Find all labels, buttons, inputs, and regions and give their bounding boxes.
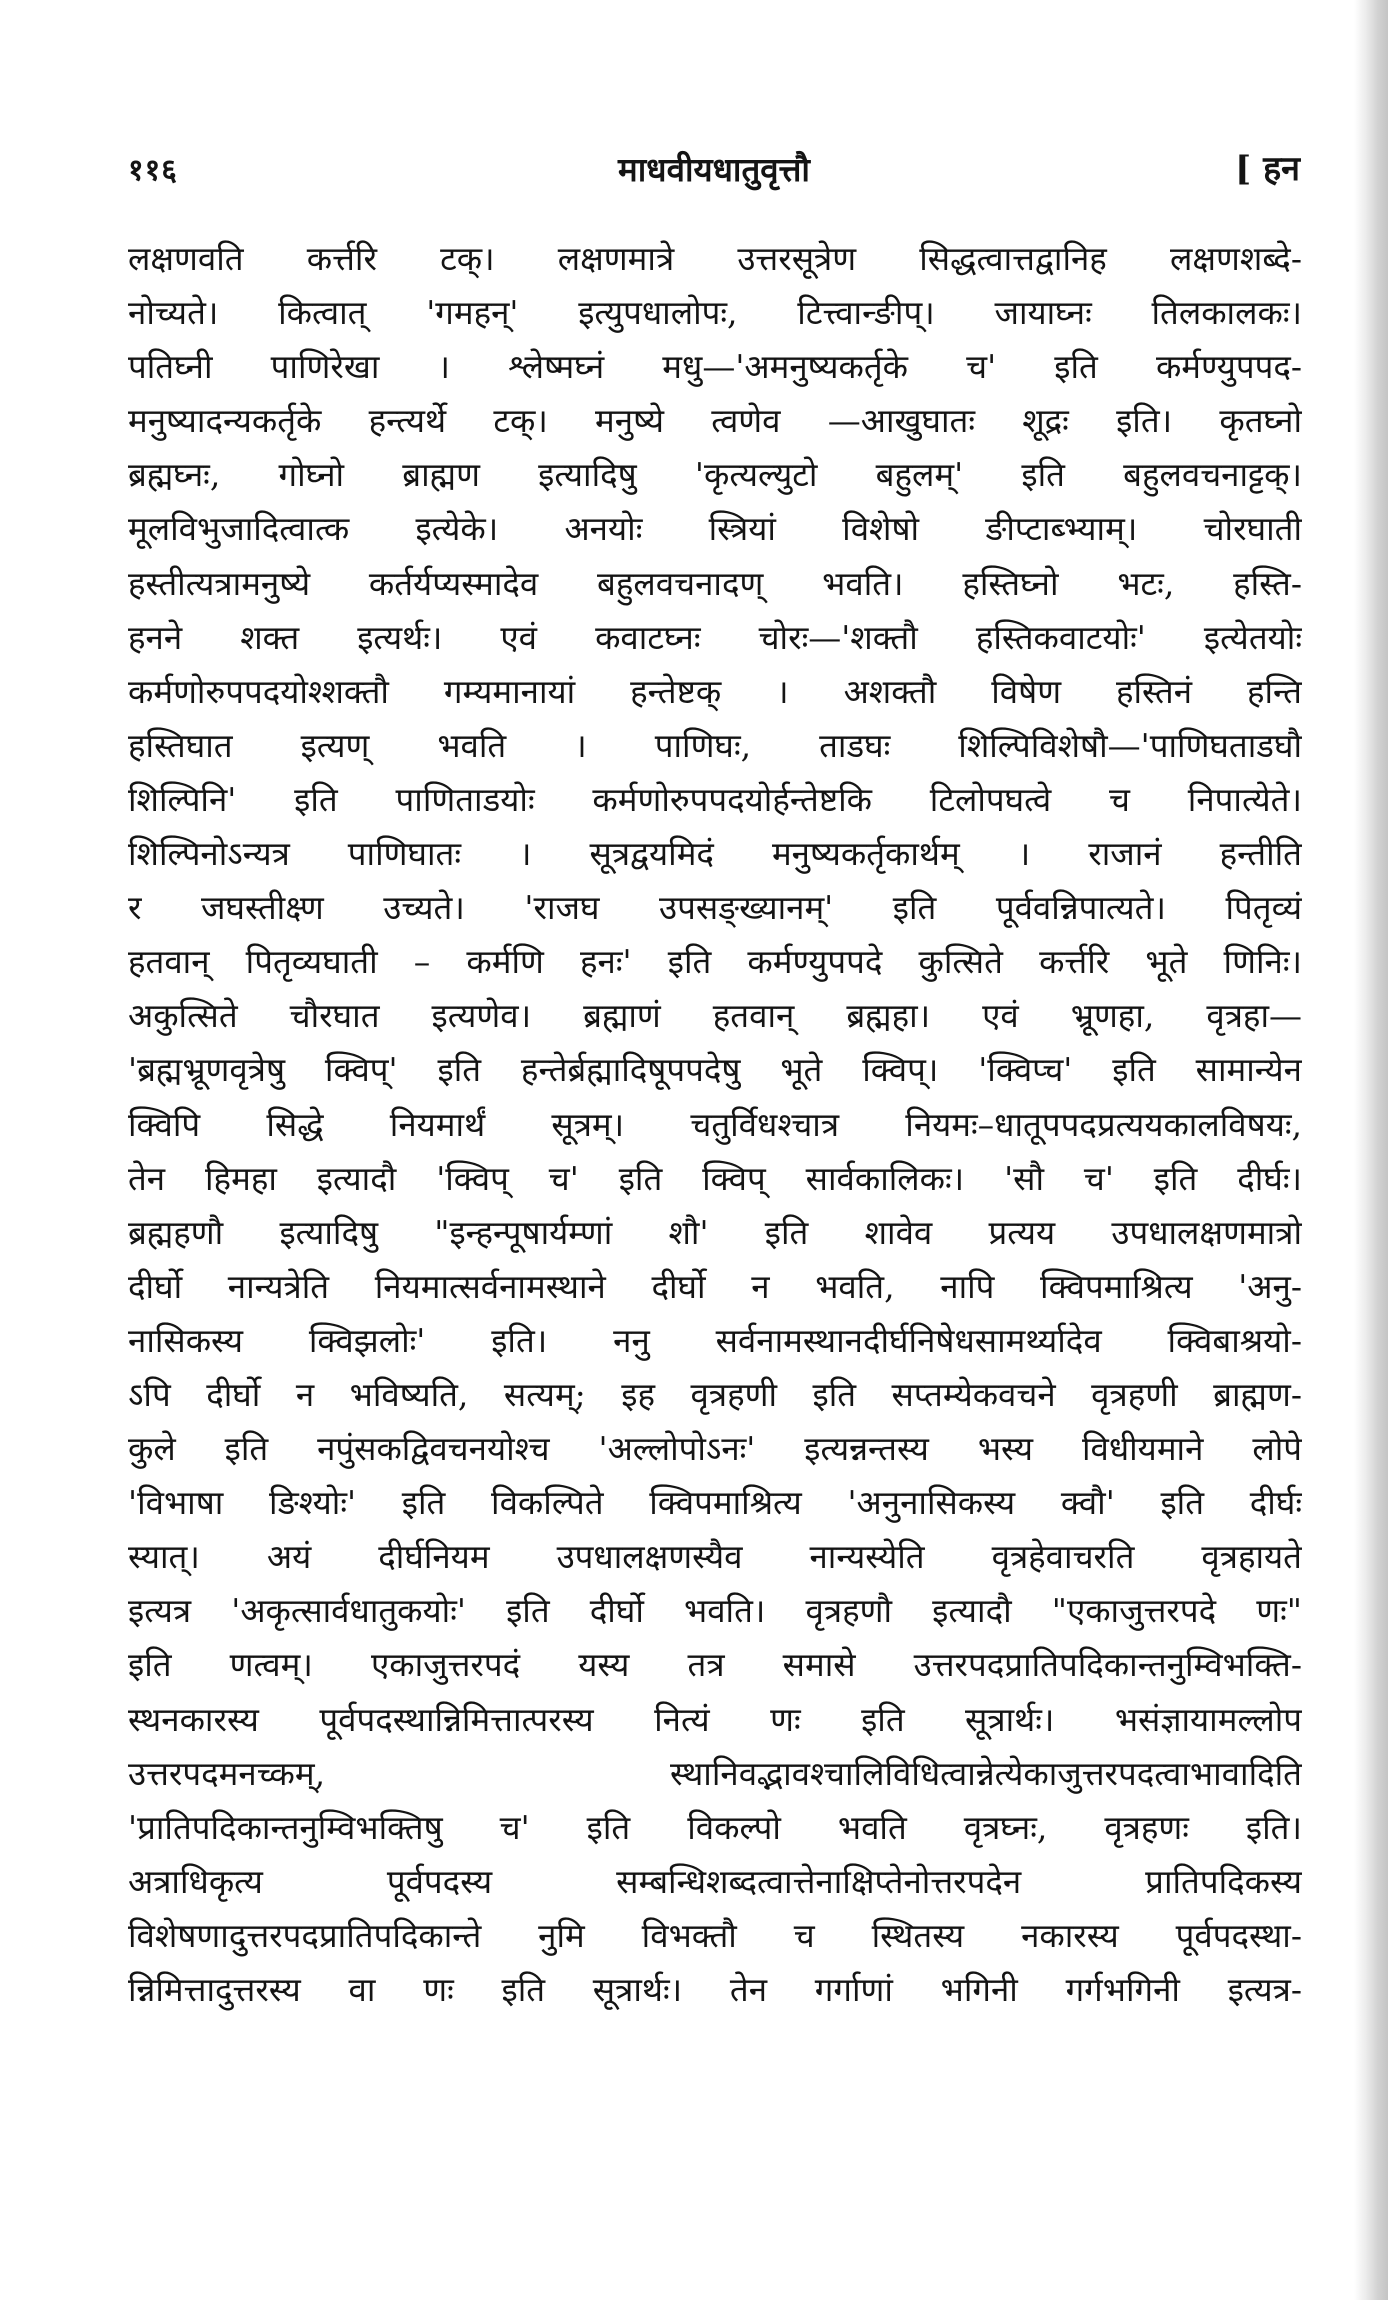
text-line: पतिघ्नी पाणिरेखा । श्लेष्मघ्नं मधु—'अमनुष्यकर्तृके च' इति कर्मण्युपपद- xyxy=(128,347,1302,387)
text-line: स्यात्। अयं दीर्घनियम उपधालक्षणस्यैव नान्यस्येति वृत्रहेवाचरति वृत्रहायते xyxy=(128,1537,1302,1577)
text-line: ब्रह्मघ्नः, गोघ्नो ब्राह्मण इत्यादिषु 'कृत्यल्युटो बहुलम्' इति बहुलवचनाट्टक्। xyxy=(128,455,1302,495)
text-line: 'विभाषा ङिश्योः' इति विकल्पिते क्विपमाश्रित्य 'अनुनासिकस्य क्वौ' इति दीर्घः xyxy=(128,1483,1302,1523)
text-line: इत्यत्र 'अकृत्सार्वधातुकयोः' इति दीर्घो भवति। वृत्रहणौ इत्यादौ "एकाजुत्तरपदे णः" xyxy=(128,1591,1302,1631)
text-line: हस्तीत्यत्रामनुष्ये कर्तर्यप्यस्मादेव बहुलवचनादण् भवति। हस्तिघ्नो भटः, हस्ति- xyxy=(128,563,1302,603)
text-line: ऽपि दीर्घो न भविष्यति, सत्यम्; इह वृत्रहणी इति सप्तम्येकवचने वृत्रहणी ब्राह्मण- xyxy=(128,1374,1302,1414)
text-line: तेन हिमहा इत्यादौ 'क्विप् च' इति क्विप् सार्वकालिकः। 'सौ च' इति दीर्घः। xyxy=(128,1158,1302,1198)
text-line: न्निमित्तादुत्तरस्य वा णः इति सूत्रार्थः। तेन गर्गाणां भगिनी गर्गभगिनी इत्यत्र- xyxy=(128,1970,1302,2009)
section-tag: [ हन xyxy=(1235,149,1300,189)
page-number: ११६ xyxy=(128,153,178,188)
text-line: स्थनकारस्य पूर्वपदस्थान्निमित्तात्परस्य नित्यं णः इति सूत्रार्थः। भसंज्ञायामल्लोप xyxy=(128,1699,1302,1739)
text-line: हनने शक्त इत्यर्थः। एवं कवाटघ्नः चोरः—'शक्तौ हस्तिकवाटयोः' इत्येतयोः xyxy=(128,617,1302,657)
text-line: 'ब्रह्मभ्रूणवृत्रेषु क्विप्' इति हन्तेर्ब्रह्मादिषूपपदेषु भूते क्विप्। 'क्विप्च' इति सामान्येन xyxy=(128,1050,1302,1090)
text-line: अत्राधिकृत्य पूर्वपदस्य सम्बन्धिशब्दत्वात्तेनाक्षिप्तेनोत्तरपदेन प्रातिपदिकस्य xyxy=(128,1861,1302,1901)
page-header xyxy=(128,142,1300,198)
text-line: मूलविभुजादित्वात्क इत्येके। अनयोः स्त्रियां विशेषो ङीप्टाब्भ्याम्। चोरघाती xyxy=(128,509,1302,549)
text-line: उत्तरपदमनच्कम्, स्थानिवद्भावश्चालिविधित्वान्नेत्येकाजुत्तरपदत्वाभावादिति xyxy=(128,1753,1302,1793)
text-line: कर्मणोरुपपदयोश्शक्तौ गम्यमानायां हन्तेष्टक् । अशक्तौ विषेण हस्तिनं हन्ति xyxy=(128,671,1302,711)
text-line: र जघस्तीक्ष्ण उच्यते। 'राजघ उपसङ्ख्यानम्' इति पूर्ववन्निपात्यते। पितृव्यं xyxy=(128,888,1302,928)
text-line: क्विपि सिद्धे नियमार्थं सूत्रम्। चतुर्विधश्चात्र नियमः–धातूपपदप्रत्ययकालविषयः, xyxy=(128,1104,1302,1144)
text-line: अकुत्सिते चौरघात इत्यणेव। ब्रह्माणं हतवान् ब्रह्महा। एवं भ्रूणहा, वृत्रहा— xyxy=(128,996,1302,1036)
text-line: हस्तिघात इत्यण् भवति । पाणिघः, ताडघः शिल्पिविशेषौ—'पाणिघताडघौ xyxy=(128,725,1302,765)
page-edge-shadow xyxy=(1354,0,1388,2300)
text-line: हतवान् पितृव्यघाती – कर्मणि हनः' इति कर्मण्युपपदे कुत्सिते कर्त्तरि भूते णिनिः। xyxy=(128,942,1302,982)
text-line: नासिकस्य क्विझलोः' इति। ननु सर्वनामस्थानदीर्घनिषेधसामर्थ्यादेव क्विबाश्रयो- xyxy=(128,1320,1302,1360)
text-line: मनुष्यादन्यकर्तृके हन्त्यर्थे टक्। मनुष्ये त्वणेव —आखुघातः शूद्रः इति। कृतघ्नो xyxy=(128,401,1302,441)
text-line: लक्षणवति कर्त्तरि टक्। लक्षणमात्रे उत्तरसूत्रेण सिद्धत्वात्तद्वानिह लक्षणशब्दे- xyxy=(128,239,1302,278)
text-line: ब्रह्महणौ इत्यादिषु "इन्हन्पूषार्यम्णां शौ' इति शावेव प्रत्यय उपधालक्षणमात्रो xyxy=(128,1212,1302,1252)
text-line: शिल्पिनि' इति पाणिताडयोः कर्मणोरुपपदयोर्हन्तेष्टकि टिलोपघत्वे च निपात्येते। xyxy=(128,779,1302,819)
text-line: दीर्घो नान्यत्रेति नियमात्सर्वनामस्थाने दीर्घो न भवति, नापि क्विपमाश्रित्य 'अनु- xyxy=(128,1266,1302,1306)
running-title: माधवीयधातुवृत्तौ xyxy=(618,150,810,189)
text-line: इति णत्वम्। एकाजुत्तरपदं यस्य तत्र समासे उत्तरपदप्रातिपदिकान्तनुम्विभक्ति- xyxy=(128,1645,1302,1685)
text-line: कुले इति नपुंसकद्विवचनयोश्च 'अल्लोपोऽनः' इत्यन्नन्तस्य भस्य विधीयमाने लोपे xyxy=(128,1429,1302,1469)
body-text xyxy=(128,232,1302,2017)
text-line: नोच्यते। कित्वात् 'गमहन्' इत्युपधालोपः, टित्त्वान्ङीप्। जायाघ्नः तिलकालकः। xyxy=(128,293,1302,333)
text-line: विशेषणादुत्तरपदप्रातिपदिकान्ते नुमि विभक्तौ च स्थितस्य नकारस्य पूर्वपदस्था- xyxy=(128,1915,1302,1955)
text-line: 'प्रातिपदिकान्तनुम्विभक्तिषु च' इति विकल्पो भवति वृत्रघ्नः, वृत्रहणः इति। xyxy=(128,1807,1302,1847)
text-line: शिल्पिनोऽन्यत्र पाणिघातः । सूत्रद्वयमिदं मनुष्यकर्तृकार्थम् । राजानं हन्तीति xyxy=(128,834,1302,874)
